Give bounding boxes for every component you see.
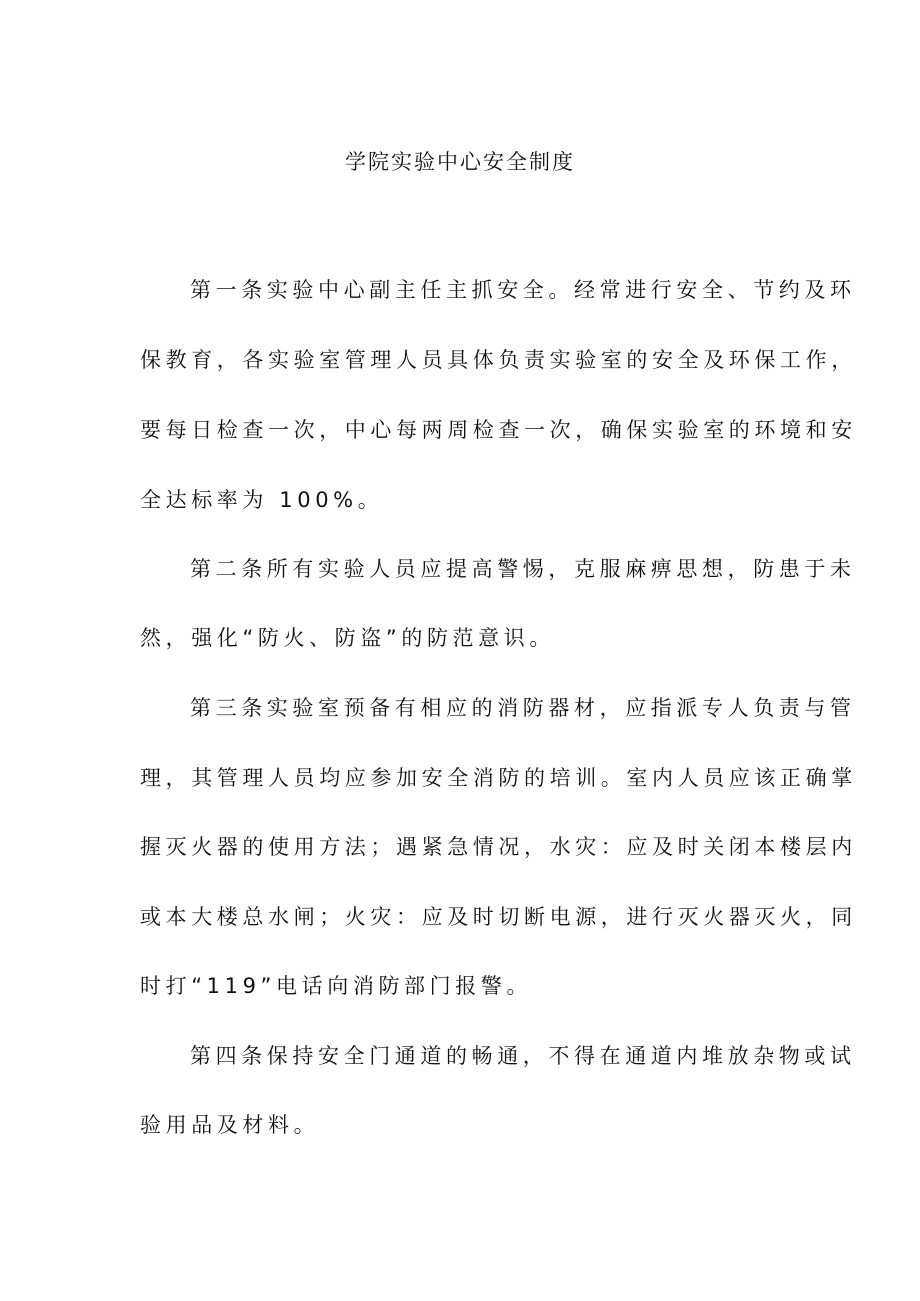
paragraph-2-line-2: 然，强化“防火、防盗”的防范意识。 <box>140 626 555 650</box>
paragraph-1-line-3: 要每日检查一次，中心每两周检查一次，确保实验室的环境和安 <box>140 418 857 442</box>
paragraph-3-line-2: 理，其管理人员均应参加安全消防的培训。室内人员应该正确掌 <box>140 766 857 790</box>
paragraph-1-line-1: 第一条实验中心副主任主抓安全。经常进行安全、节约及环 <box>190 278 856 302</box>
paragraph-3-line-1: 第三条实验室预备有相应的消防器材，应指派专人负责与管 <box>190 696 856 720</box>
paragraph-3-line-5: 时打“119”电话向消防部门报警。 <box>140 974 533 998</box>
paragraph-4-line-2: 验用品及材料。 <box>140 1113 320 1137</box>
document-title: 学院实验中心安全制度 <box>345 150 575 174</box>
paragraph-3-line-4: 或本大楼总水闸；火灾：应及时切断电源，进行灭火器灭火，同 <box>140 905 857 929</box>
paragraph-1-line-2: 保教育，各实验室管理人员具体负责实验室的安全及环保工作， <box>140 348 857 372</box>
paragraph-1-line-4: 全达标率为 100%。 <box>140 488 384 512</box>
paragraph-3-line-3: 握灭火器的使用方法；遇紧急情况，水灾：应及时关闭本楼层内 <box>140 835 857 859</box>
paragraph-2-line-1: 第二条所有实验人员应提高警惕，克服麻痹思想，防患于未 <box>190 557 856 581</box>
paragraph-4-line-1: 第四条保持安全门通道的畅通，不得在通道内堆放杂物或试 <box>190 1044 856 1068</box>
